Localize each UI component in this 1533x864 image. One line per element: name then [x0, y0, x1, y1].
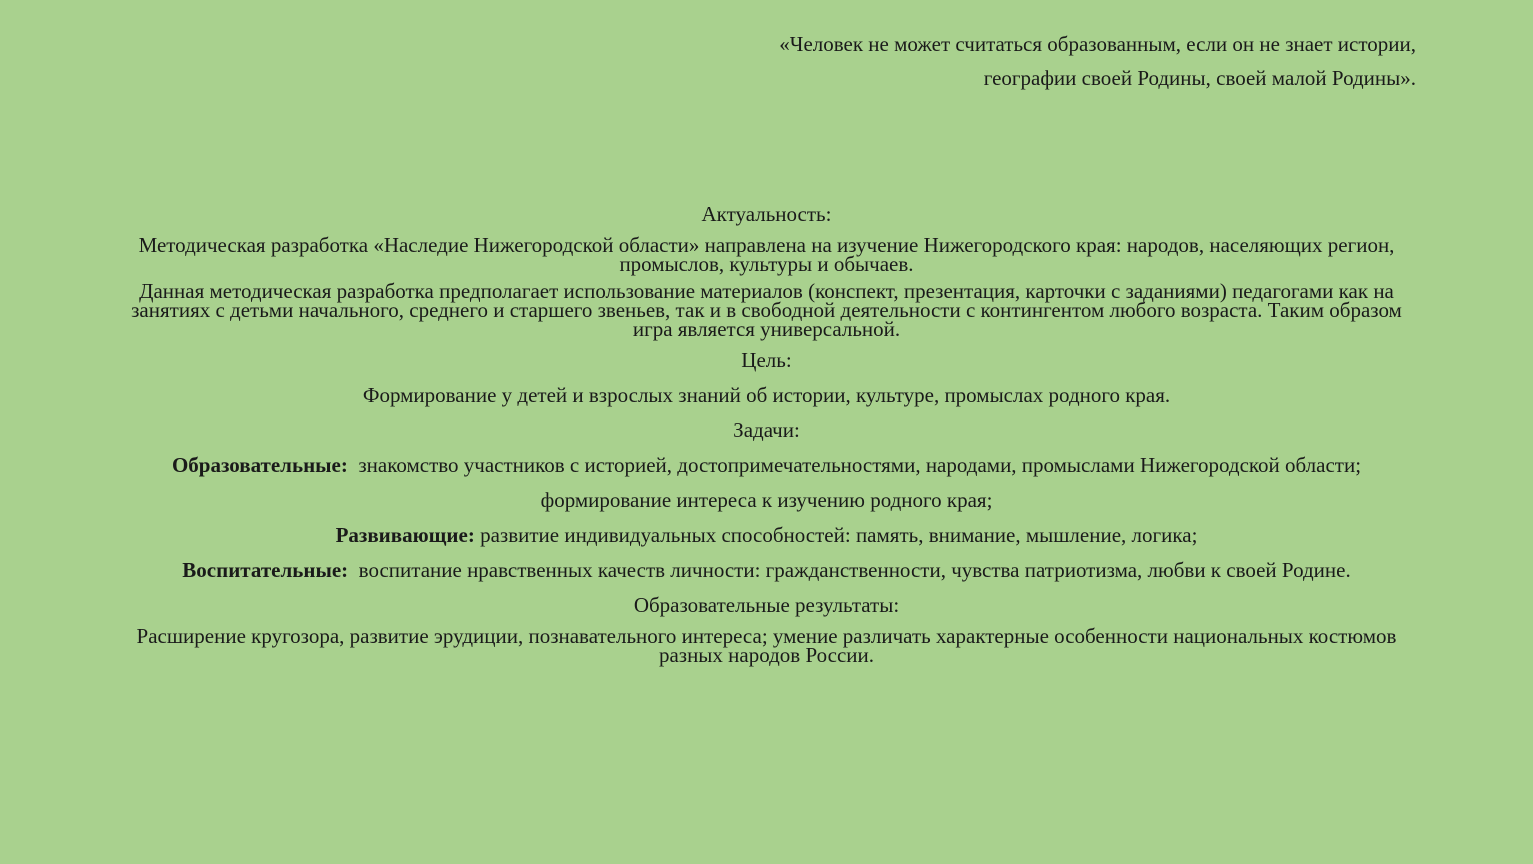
tasks-heading: Задачи:: [733, 418, 800, 442]
epigraph-line-1: «Человек не может считаться образованным, если он не знает истории,: [779, 32, 1416, 56]
epigraph-line-2: географии своей Родины, своей малой Родины».: [983, 66, 1416, 90]
goal-text: Формирование у детей и взрослых знаний об истории, культуре, промыслах родного края.: [362, 383, 1171, 407]
tasks-developing-label: Развивающие:: [335, 523, 475, 547]
tasks-educational-label: Образовательные:: [171, 453, 348, 477]
results-text: Расширение кругозора, развитие эрудиции, познавательного интереса; умение различать характерные особенности национальных костюмов разных народов России.: [136, 624, 1397, 667]
tasks-developing: [120, 522, 1413, 549]
relevance-paragraph-1: Методическая разработка «Наследие Нижегородской области» направлена на изучение Нижегородского края: народов, населяющих регион, промыслов, культуры и обычаев.: [138, 233, 1395, 276]
tasks-educational-text-2: формирование интереса к изучению родного края;: [540, 488, 993, 512]
tasks-educational: [120, 452, 1413, 479]
tasks-upbringing-label: Воспитательные:: [182, 558, 349, 582]
tasks-developing-text: развитие индивидуальных способностей: память, внимание, мышление, логика;: [480, 523, 1198, 547]
relevance-paragraph-2: Данная методическая разработка предполагает использование материалов (конспект, презентация, карточки с заданиями) педагогами как на занятиях с детьми начального, среднего и старшего звеньев, так и в свободной деятельности с контингентом любого возраста. Таким образом игра является универсальной.: [131, 279, 1402, 341]
goal-heading: Цель:: [741, 348, 792, 372]
tasks-educational-text: знакомство участников с историей, достопримечательностями, народами, промыслами Нижегородской области;: [358, 453, 1362, 477]
tasks-upbringing-text: воспитание нравственных качеств личности: гражданственности, чувства патриотизма, любви к своей Родине.: [358, 558, 1351, 582]
relevance-heading: Актуальность:: [701, 202, 832, 226]
main-content: [120, 201, 1413, 665]
tasks-upbringing: [120, 557, 1413, 584]
epigraph-quote: [516, 27, 1416, 95]
results-heading: Образовательные результаты:: [633, 593, 900, 617]
